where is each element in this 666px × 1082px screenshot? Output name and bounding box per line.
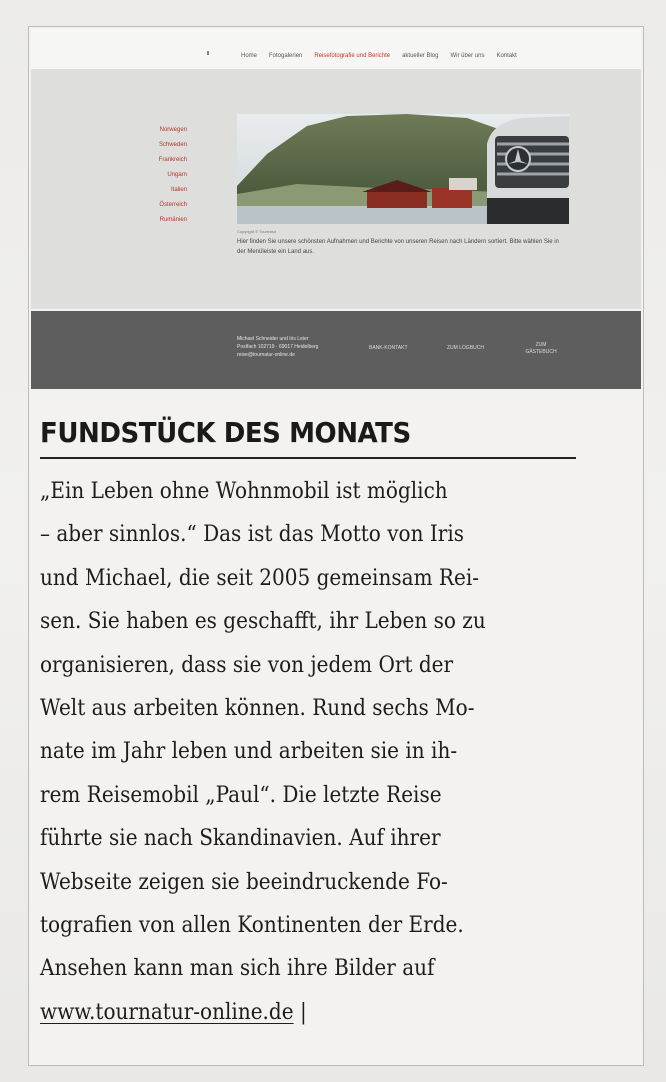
footer-link-logbook[interactable]: ZUM LOGBUCH: [447, 345, 484, 351]
country-menu: [91, 123, 187, 228]
article-line: und Michael, die seit 2005 gemeinsam Rei-: [40, 565, 480, 591]
article-line: „Ein Leben ohne Wohnmobil ist möglich: [40, 479, 448, 504]
article-line: – aber sinnlos.“ Das ist das Motto von Iris: [40, 522, 465, 548]
landscape-with-motorhome-image: [237, 114, 569, 224]
country-item[interactable]: Ungarn: [167, 172, 187, 178]
article-line: tografien von allen Kontinenten der Erde.: [40, 912, 464, 938]
article-line: führte sie nach Skandinavien. Auf ihrer: [40, 826, 441, 852]
footer-link-bank[interactable]: BANK-KONTAKT: [369, 345, 408, 351]
footer-email[interactable]: reise@tournatur-online.de: [237, 352, 295, 358]
website-url-link[interactable]: www.tournatur-online.de: [40, 999, 294, 1025]
footer-link-guestbook[interactable]: ZUM GÄSTEBUCH: [525, 342, 557, 355]
website-screenshot: [31, 29, 641, 389]
end-mark: |: [293, 999, 307, 1025]
footer-name: Michael Schneider und Iris Leier: [237, 336, 309, 342]
nav-item-home[interactable]: Home: [241, 53, 258, 59]
website-nav-bar: [31, 29, 641, 70]
nav-item-about[interactable]: Wir über uns: [450, 53, 485, 59]
country-item[interactable]: Norwegen: [159, 127, 187, 133]
article-line: Ansehen kann man sich ihre Bilder auf: [40, 956, 435, 982]
photo-caption: Copyright © Tournatur: [237, 229, 277, 234]
article-line: organisieren, dass sie von jedem Ort der: [40, 652, 454, 678]
website-content-area: [31, 69, 641, 309]
header-photo: [237, 114, 569, 224]
article-line: Welt aus arbeiten können. Rund sechs Mo-: [40, 695, 475, 721]
country-item[interactable]: Frankreich: [158, 157, 187, 163]
country-item[interactable]: Rumänien: [159, 217, 187, 223]
article-headline: FUNDSTÜCK DES MONATS: [40, 416, 411, 449]
website-intro-text: Hier finden Sie unsere schönsten Aufnahmen und Berichte von unseren Reisen nach Ländern sortiert. Bitte wählen Sie in der Menüleiste ein Land aus.: [237, 239, 559, 255]
article-line: Webseite zeigen sie beeindruckende Fo-: [40, 869, 448, 895]
headline-rule: [40, 457, 576, 459]
article-line: nate im Jahr leben und arbeiten sie in ih-: [40, 739, 458, 765]
country-item[interactable]: Schweden: [158, 142, 187, 148]
article-line: rem Reisemobil „Paul“. Die letzte Reise: [40, 782, 442, 808]
country-item[interactable]: Österreich: [159, 202, 187, 208]
article-line: sen. Sie haben es geschafft, ihr Leben so zu: [40, 609, 486, 635]
nav-marker: [207, 51, 209, 55]
website-footer: [31, 311, 641, 389]
nav-item-contact[interactable]: Kontakt: [496, 53, 517, 59]
footer-postal-address: Postfach 102719 · 69017 Heidelberg: [237, 344, 319, 350]
footer-address: [237, 335, 318, 359]
nav-item-galleries[interactable]: Fotogalerien: [269, 53, 303, 59]
country-item[interactable]: Italien: [170, 187, 187, 193]
website-nav: [241, 53, 517, 59]
nav-item-blog[interactable]: aktueller Blog: [402, 53, 439, 59]
article-link-line: [40, 991, 531, 1034]
article-body: [40, 470, 580, 1034]
nav-item-travel-reports[interactable]: Reisefotografie und Berichte: [314, 53, 391, 59]
